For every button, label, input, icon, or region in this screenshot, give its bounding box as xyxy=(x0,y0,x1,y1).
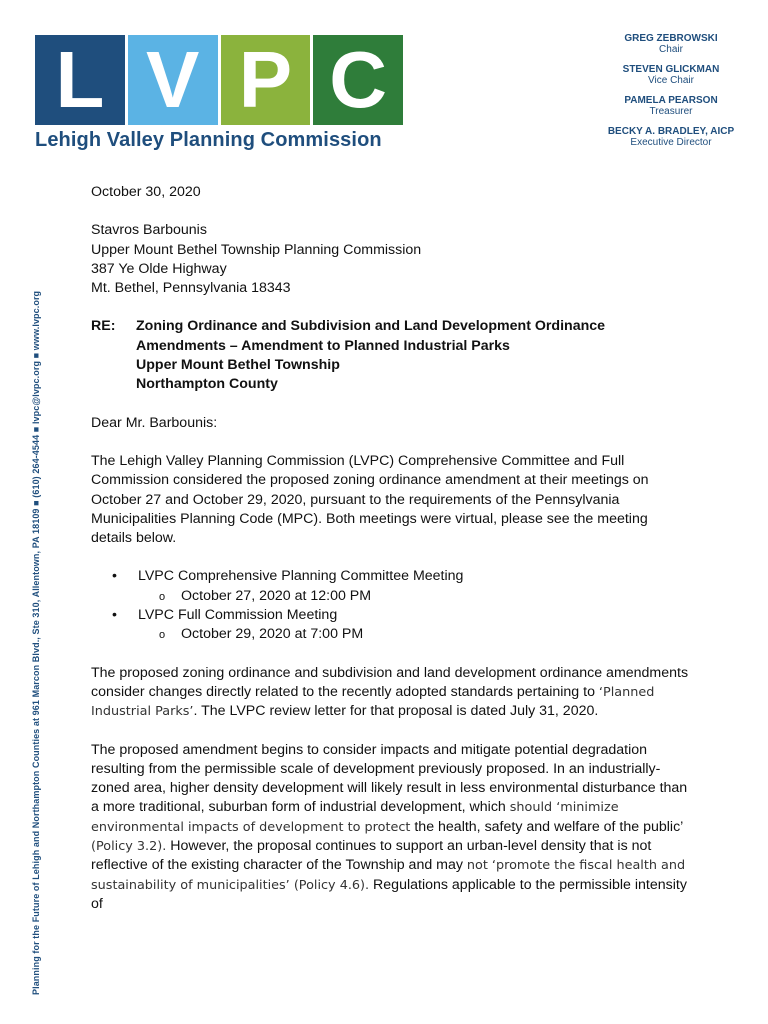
officer-title: Chair xyxy=(659,44,683,55)
meeting-item: • LVPC Comprehensive Planning Committee Meeting xyxy=(91,567,691,586)
letter-date: October 30, 2020 xyxy=(91,184,201,200)
officer-entry xyxy=(596,95,746,117)
logo-tiles xyxy=(35,35,403,125)
officer-title: Vice Chair xyxy=(648,75,694,86)
subject-line: Zoning Ordinance and Subdivision and Land Development Ordinance xyxy=(136,318,606,335)
officer-entry xyxy=(596,126,746,148)
subject-line: Amendments – Amendment to Planned Industrial Parks xyxy=(136,337,510,354)
officer-entry xyxy=(596,64,746,86)
subject-block xyxy=(91,317,691,394)
subject-lines xyxy=(136,317,605,394)
officer-name: GREG ZEBROWSKI xyxy=(624,33,718,44)
officer-title: Treasurer xyxy=(649,106,693,117)
officer-name: BECKY A. BRADLEY, AICP xyxy=(607,126,735,137)
recipient-city: Mt. Bethel, Pennsylvania 18343 xyxy=(91,280,291,297)
paragraph-analysis xyxy=(91,741,691,915)
policy-reference: (Policy 3.2). xyxy=(91,839,167,855)
policy-quote: should ‘minimize environmental impacts of development to protect xyxy=(91,800,619,835)
org-name: Lehigh Valley Planning Commission xyxy=(35,129,382,151)
paragraph-background xyxy=(91,664,691,722)
text-run: Regulations applicable to the permissible intensity of xyxy=(91,876,687,912)
letter-body xyxy=(91,183,691,933)
logo-tile-c: C xyxy=(313,35,403,125)
officer-name: PAMELA PEARSON xyxy=(624,95,718,106)
quoted-standard: ‘Planned Industrial Parks’ xyxy=(91,684,655,720)
subject-line: Upper Mount Bethel Township xyxy=(136,357,340,374)
text-run: However, the proposal continues to support an urban-level density that is not reflective of the existing character of the Township and may xyxy=(91,838,652,874)
subject-line: Northampton County xyxy=(136,376,278,393)
officer-name: STEVEN GLICKMAN xyxy=(622,64,720,75)
officers-list xyxy=(596,33,746,157)
text-run: The proposed amendment begins to consider impacts and mitigate potential degradation resulting from the permissible scale of development previously proposed. In an industrially-zoned area, higher density development will likely result in less environmental disturbance than a more traditional, suburban form of industrial development, which xyxy=(91,741,688,816)
logo-tile-v: V xyxy=(128,35,218,125)
meeting-time: o October 27, 2020 at 12:00 PM xyxy=(91,587,691,606)
text-run: the health, safety and welfare of the public’ xyxy=(410,818,683,835)
recipient-org: Upper Mount Bethel Township Planning Commission xyxy=(91,241,422,258)
policy-quote: not ‘promote the fiscal health and sustainability of municipalities’ (Policy 4.6). xyxy=(91,858,686,893)
recipient-name: Stavros Barbounis xyxy=(91,222,207,239)
meeting-list xyxy=(91,567,691,644)
officer-entry xyxy=(596,33,746,55)
meeting-time: o October 29, 2020 at 7:00 PM xyxy=(91,625,691,644)
text-run: The proposed zoning ordinance and subdivision and land development ordinance amendments consider changes directly related to the recently adopted standards pertaining to xyxy=(91,664,689,700)
officer-title: Executive Director xyxy=(630,137,712,148)
subject-label: RE: xyxy=(91,318,116,335)
vertical-contact-strip: Planning for the Future of Lehigh and Northampton Counties at 961 Marcon Blvd., Ste 310, Allentown, PA 18109 ■ (610) 264-4544 ■ lvpc@lvpc.org ■ www.lvpc.org xyxy=(31,290,41,995)
meeting-item: • LVPC Full Commission Meeting xyxy=(91,606,691,625)
salutation: Dear Mr. Barbounis: xyxy=(91,414,218,431)
recipient-address xyxy=(91,221,691,298)
recipient-street: 387 Ye Olde Highway xyxy=(91,260,227,277)
logo-tile-p: P xyxy=(221,35,311,125)
text-run: . The LVPC review letter for that proposal is dated July 31, 2020. xyxy=(193,703,599,720)
paragraph-intro: The Lehigh Valley Planning Commission (LVPC) Comprehensive Committee and Full Commission considered the proposed zoning ordinance amendment at their meetings on October 27 and October 29, 2020, pursuant to the requirements of the Pennsylvania Municipalities Planning Code (MPC). Both meetings were virtual, please see the meeting details below. xyxy=(91,452,649,547)
logo-tile-l: L xyxy=(35,35,125,125)
lvpc-logo xyxy=(35,35,403,152)
